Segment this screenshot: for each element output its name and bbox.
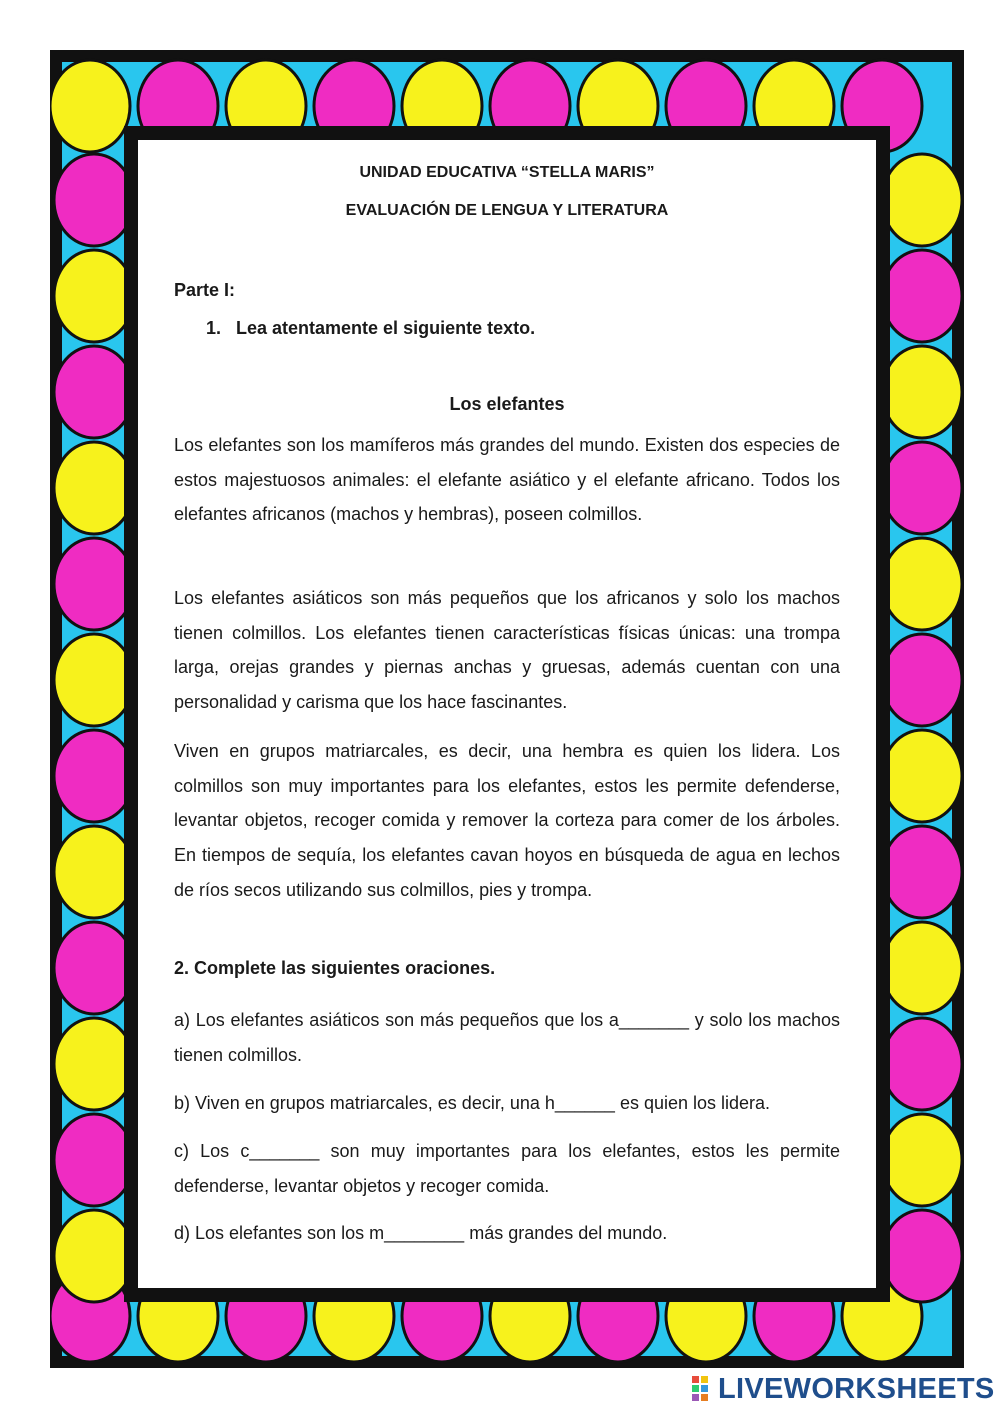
border-dot: [882, 1018, 962, 1110]
part-heading: Parte I:: [174, 280, 236, 300]
border-dot: [50, 60, 130, 152]
border-dot: [882, 250, 962, 342]
instruction-text: Lea atentamente el siguiente texto.: [236, 318, 536, 338]
border-dot: [54, 826, 134, 918]
border-dot: [882, 634, 962, 726]
reading-paragraph: Los elefantes asiáticos son más pequeños que los africanos y solo los machos tienen colmillos. Los elefantes tienen características físicas únicas: una trompa larga, orejas grandes y piernas anchas y gruesas, además cuentan con una personalidad y carisma que los hace fascinantes.: [174, 588, 840, 713]
border-dot: [54, 1114, 134, 1206]
border-dot: [882, 538, 962, 630]
reading-paragraph: Viven en grupos matriarcales, es decir, una hembra es quien los lidera. Los colmillos son muy importantes para los elefantes, estos les permite defenderse, levantar objetos, recoger comida y remover la corteza para comer de los árboles. En tiempos de sequía, los elefantes cavan hoyos en búsqueda de agua en lechos de ríos secos utilizando sus colmillos, pies y trompa.: [174, 741, 840, 900]
reading-title: Los elefantes: [449, 394, 565, 414]
border-dot: [882, 442, 962, 534]
exam-title: EVALUACIÓN DE LENGUA Y LITERATURA: [345, 202, 669, 219]
liveworksheets-icon: [692, 1376, 718, 1402]
fill-in-sentence-c: c) Los c_______ son muy importantes para los elefantes, estos les permite defenderse, levantar objetos y recoger comida.: [174, 1141, 840, 1196]
border-dot: [882, 1210, 962, 1302]
border-dot: [54, 154, 134, 246]
border-dot: [882, 922, 962, 1014]
border-dot: [882, 1114, 962, 1206]
border-dot: [54, 538, 134, 630]
border-dot: [882, 826, 962, 918]
instruction-number: 1.: [206, 318, 222, 338]
border-dot: [54, 346, 134, 438]
border-dot: [54, 922, 134, 1014]
fill-in-sentence-d: d) Los elefantes son los m________ más grandes del mundo.: [174, 1223, 668, 1243]
border-dot: [54, 1018, 134, 1110]
border-dot: [54, 730, 134, 822]
border-dot: [882, 154, 962, 246]
worksheet-page: [138, 140, 876, 1288]
liveworksheets-logo: [692, 1374, 995, 1404]
border-dot: [882, 346, 962, 438]
school-name: UNIDAD EDUCATIVA “STELLA MARIS”: [359, 164, 655, 181]
border-dot: [54, 634, 134, 726]
border-dot: [54, 1210, 134, 1302]
instruction: [206, 318, 535, 339]
reading-paragraph: Los elefantes son los mamíferos más grandes del mundo. Existen dos especies de estos majestuosos animales: el elefante asiático y el elefante africano. Todos los elefantes africanos (machos y hembras), poseen colmillos.: [174, 435, 840, 525]
fill-in-sentence-a: a) Los elefantes asiáticos son más pequeños que los a_______ y solo los machos tienen colmillos.: [174, 1010, 840, 1065]
border-dot: [54, 250, 134, 342]
border-dot: [882, 730, 962, 822]
watermark-text: LIVEWORKSHEETS: [718, 1372, 995, 1405]
exercise-title: 2. Complete las siguientes oraciones.: [174, 958, 496, 978]
fill-in-sentence-b: b) Viven en grupos matriarcales, es decir, una h______ es quien los lidera.: [174, 1093, 771, 1113]
border-dot: [54, 442, 134, 534]
